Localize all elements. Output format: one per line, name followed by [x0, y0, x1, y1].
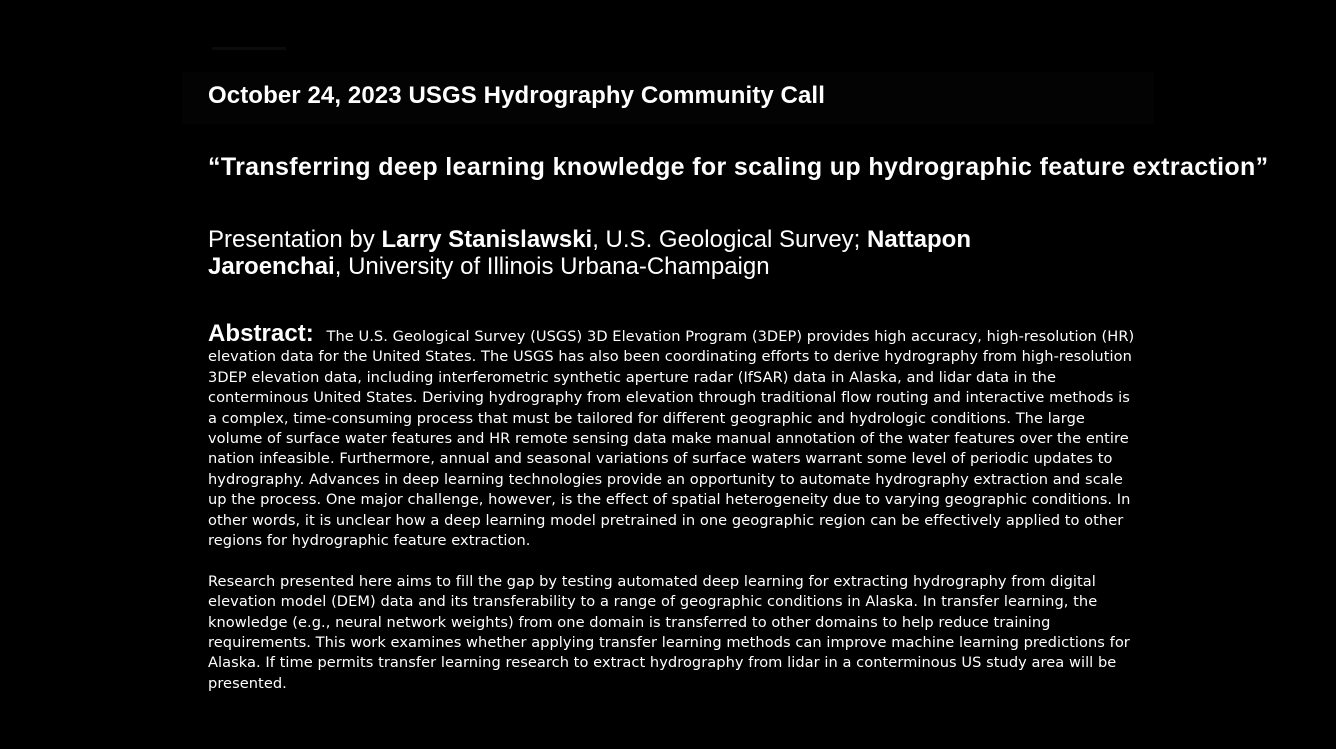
abstract-paragraph-2: Research presented here aims to fill the gap by testing automated deep learning for extracting hydrography from digital elevation model (DEM) data and its transferability to a range of geographic conditions in Alaska. In transfer learning, the knowledge (e.g., neural network weights) from one domain is transferred to other domains to help reduce training requirements. This work examines whether applying transfer learning methods can improve machine learning predictions for Alaska. If time permits transfer learning research to extract hydrography from lidar in a conterminous US study area will be presented. [208, 572, 1130, 692]
event-date-title: October 24, 2023 USGS Hydrography Community Call [208, 82, 825, 109]
presenters-prefix: Presentation by [208, 226, 382, 253]
abstract-label: Abstract: [208, 320, 314, 347]
abstract-section [208, 320, 1138, 694]
presenter-1-name: Larry Stanislawski [381, 226, 593, 253]
talk-title: “Transferring deep learning knowledge for scaling up hydrographic feature extraction” [208, 153, 1269, 181]
presenter-1-affiliation: , U.S. Geological Survey; [592, 226, 867, 253]
presenter-2-name: Nattapon Jaroenchai [208, 226, 971, 280]
faint-decoration [212, 47, 286, 50]
abstract-paragraph-1-text: The U.S. Geological Survey (USGS) 3D Elevation Program (3DEP) provides high accuracy, high-resolution (HR) elevation data for the United States. The USGS has also been coordinating efforts to derive hydrography from high-resolution 3DEP elevation data, including interferometric synthetic aperture radar (IfSAR) data in Alaska, and lidar data in the conterminous United States. Deriving hydrography from elevation through traditional flow routing and interactive methods is a complex, time-consuming process that must be tailored for different geographic and hydrologic conditions. The large volume of surface water features and HR remote sensing data make manual annotation of the water features over the entire nation infeasible. Furthermore, annual and seasonal variations of surface waters warrant some level of periodic updates to hydrography. Advances in deep learning technologies provide an opportunity to automate hydrography extraction and scale up the process. One major challenge, however, is the effect of spatial heterogeneity due to varying geographic conditions. In other words, it is unclear how a deep learning model pretrained in one geographic region can be effectively applied to other regions for hydrographic feature extraction. [208, 328, 1135, 550]
presenters-line [208, 226, 1088, 280]
presenter-2-affiliation: , University of Illinois Urbana-Champaign [334, 253, 770, 280]
abstract-paragraph-1 [208, 320, 1138, 551]
